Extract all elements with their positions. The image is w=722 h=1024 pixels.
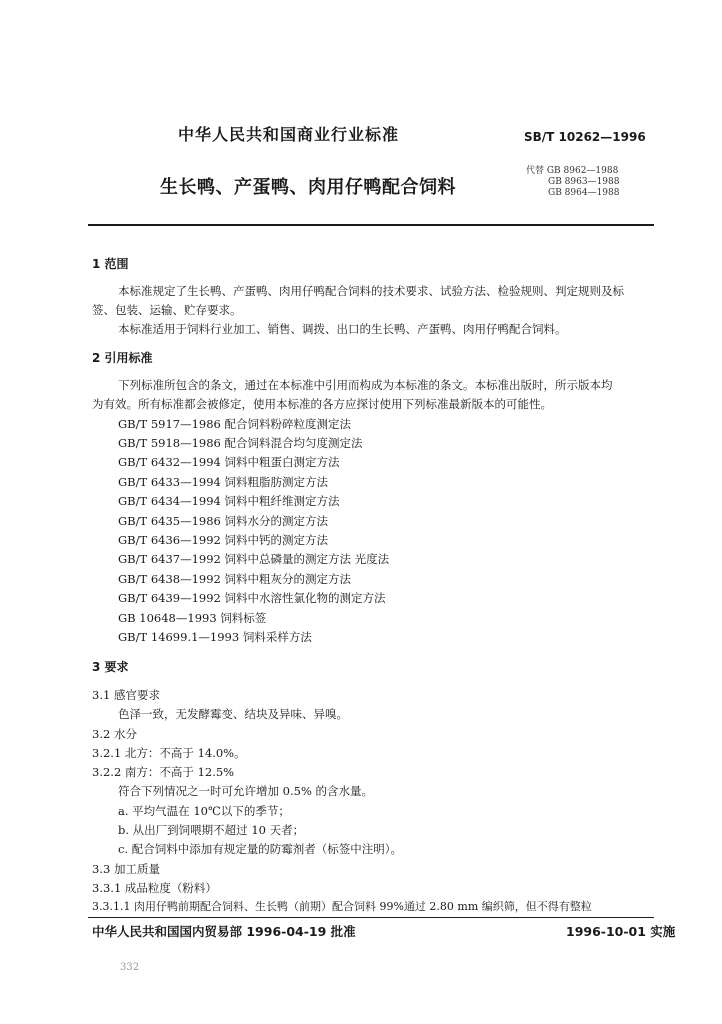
paragraph-line: 本标准适用于饲料行业加工、销售、调拨、出口的生长鸭、产蛋鸭、肉用仔鸭配合饲料。 [118, 322, 567, 336]
reference-item: GB/T 6437—1992 饲料中总磷量的测定方法 光度法 [118, 552, 390, 566]
footer-rule [88, 917, 654, 918]
paragraph-line: 为有效。所有标准都会被修定，使用本标准的各方应探讨使用下列标准最新版本的可能性。 [92, 397, 552, 411]
replaces-block [526, 166, 619, 199]
replaces-line: GB 8963—1988 [548, 177, 620, 187]
reference-item: GB/T 6439—1992 饲料中水溶性氯化物的测定方法 [118, 591, 386, 605]
subsection-heading: 3.1 感官要求 [92, 688, 160, 702]
document-title: 生长鸭、产蛋鸭、肉用仔鸭配合饲料 [160, 177, 456, 198]
reference-item: GB/T 6438—1992 饲料中粗灰分的测定方法 [118, 572, 352, 586]
list-item: a. 平均气温在 10℃以下的季节； [118, 804, 290, 818]
reference-item: GB/T 6434—1994 饲料中粗纤维测定方法 [118, 494, 340, 508]
paragraph-line: 本标准规定了生长鸭、产蛋鸭、肉用仔鸭配合饲料的技术要求、试验方法、检验规则、判定规则及标 [118, 284, 624, 298]
approval-line: 中华人民共和国国内贸易部 1996-04-19 批准 [92, 924, 356, 939]
paragraph-line: 3.2.2 南方：不高于 12.5% [92, 765, 235, 779]
implementation-date: 1996-10-01 实施 [566, 924, 676, 939]
page-number: 332 [120, 962, 140, 973]
reference-item: GB/T 6432—1994 饲料中粗蛋白测定方法 [118, 455, 340, 469]
reference-item: GB 10648—1993 饲料标签 [118, 611, 267, 625]
section-heading: 1 范围 [92, 257, 129, 271]
list-item: b. 从出厂到饲喂期不超过 10 天者； [118, 823, 305, 837]
header-rule [88, 224, 654, 226]
subsection-heading: 3.3 加工质量 [92, 862, 160, 876]
list-item: c. 配合饲料中添加有规定量的防霉剂者（标签中注明）。 [118, 842, 402, 856]
paragraph-line: 3.2.1 北方：不高于 14.0%。 [92, 746, 246, 760]
reference-item: GB/T 6435—1986 饲料水分的测定方法 [118, 514, 329, 528]
paragraph-line: 色泽一致，无发酵霉变、结块及异味、异嗅。 [118, 707, 348, 721]
ministry-title: 中华人民共和国商业行业标准 [178, 125, 400, 144]
section-heading: 2 引用标准 [92, 351, 153, 365]
paragraph-line: 符合下列情况之一时可允许增加 0.5% 的含水量。 [118, 784, 374, 798]
paragraph-line: 下列标准所包含的条文，通过在本标准中引用而构成为本标准的条文。本标准出版时，所示版本均 [118, 378, 613, 392]
reference-item: GB/T 14699.1—1993 饲料采样方法 [118, 630, 312, 644]
reference-item: GB/T 5918—1986 配合饲料混合均匀度测定法 [118, 436, 363, 450]
paragraph-line: 签、包装、运输、贮存要求。 [92, 303, 242, 317]
replaces-line: GB 8964—1988 [548, 188, 620, 198]
replaces-line: 代替 GB 8962—1988 [526, 166, 619, 176]
subsection-heading: 3.2 水分 [92, 727, 137, 741]
subsection-heading: 3.3.1 成品粒度（粉料） [92, 881, 217, 895]
reference-item: GB/T 6436—1992 饲料中钙的测定方法 [118, 533, 329, 547]
standard-code: SB/T 10262—1996 [524, 130, 646, 144]
reference-item: GB/T 6433—1994 饲料粗脂肪测定方法 [118, 475, 329, 489]
section-heading: 3 要求 [92, 660, 129, 674]
reference-item: GB/T 5917—1986 配合饲料粉碎粒度测定法 [118, 417, 352, 431]
paragraph-line: 3.3.1.1 肉用仔鸭前期配合饲料、生长鸭（前期）配合饲料 99%通过 2.80 mm 编织筛，但不得有整粒 [92, 900, 592, 913]
